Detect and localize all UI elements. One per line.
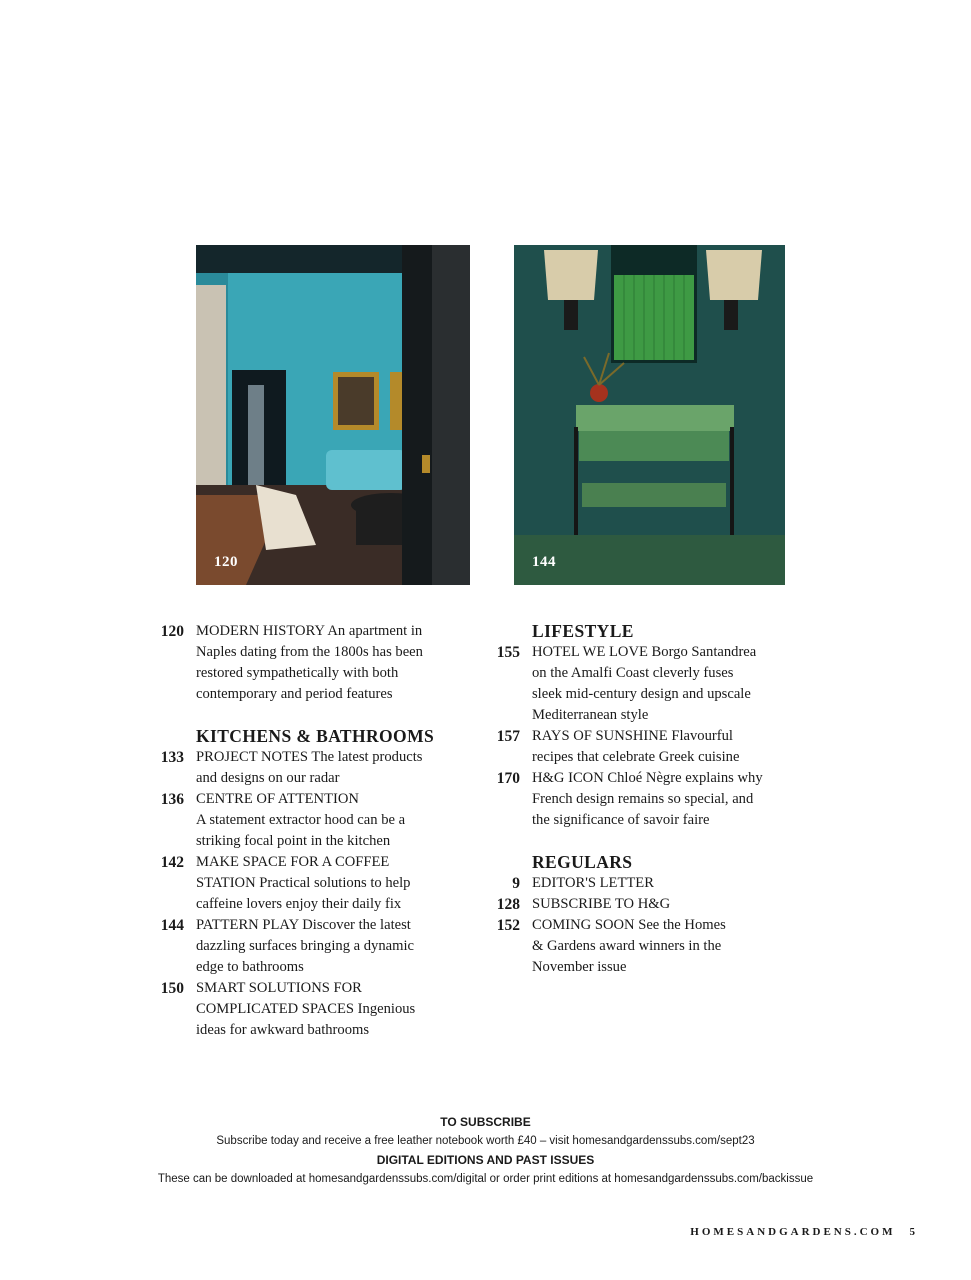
contents-entry[interactable] [486, 873, 796, 894]
entry-line: contemporary and period features [196, 686, 393, 702]
entry-line: MAKE SPACE FOR A COFFEE [196, 854, 390, 870]
entry-line: recipes that celebrate Greek cuisine [532, 749, 740, 765]
page-number: 155 [496, 644, 520, 661]
contents-entry[interactable] [486, 915, 796, 978]
entry-line: on the Amalfi Coast cleverly fuses [532, 665, 734, 681]
photo-page-number: 144 [532, 554, 556, 570]
entry-line: striking focal point in the kitchen [196, 833, 391, 849]
page-number: 136 [160, 791, 184, 808]
section-heading: KITCHENS & BATHROOMS [196, 726, 435, 746]
digital-text[interactable]: These can be downloaded at homesandgardenssubs.com/digital or order print editions at homesandgardenssubs.com/backissue [157, 1173, 814, 1185]
section-heading: REGULARS [532, 852, 633, 872]
entry-line: Naples dating from the 1800s has been [196, 644, 423, 660]
entry-line: sleek mid-century design and upscale [532, 686, 751, 702]
page-number: 142 [160, 854, 184, 871]
contents-left-column [150, 621, 450, 1041]
subscribe-text[interactable]: Subscribe today and receive a free leather notebook worth £40 – visit homesandgardenssubs.com/sept23 [216, 1135, 755, 1147]
entry-line: PROJECT NOTES The latest products [196, 749, 423, 765]
entry-line: H&G ICON Chloé Nègre explains why [532, 770, 763, 786]
entry-line: dazzling surfaces bringing a dynamic [196, 938, 415, 954]
contents-entry[interactable] [150, 747, 450, 789]
contents-entry[interactable] [486, 768, 796, 831]
entry-line: COMPLICATED SPACES Ingenious [196, 1001, 416, 1017]
subscription-footer [0, 1113, 971, 1189]
photo-bathroom [514, 245, 785, 585]
entry-line: PATTERN PLAY Discover the latest [196, 917, 411, 933]
page-number: 152 [496, 917, 520, 934]
entry-line: CENTRE OF ATTENTION [196, 791, 359, 807]
page-folio [690, 1226, 915, 1238]
digital-heading: DIGITAL EDITIONS AND PAST ISSUES [376, 1153, 595, 1167]
entry-line: Mediterranean style [532, 707, 649, 723]
photo-apartment [196, 245, 470, 585]
photo-page-number: 120 [214, 554, 238, 570]
entry-line: RAYS OF SUNSHINE Flavourful [532, 728, 733, 744]
entry-line: STATION Practical solutions to help [196, 875, 411, 891]
page-number: 9 [512, 875, 520, 892]
page-number: 120 [160, 623, 184, 640]
entry-line: caffeine lovers enjoy their daily fix [196, 896, 402, 912]
entry-line: COMING SOON See the Homes [532, 917, 726, 933]
entry-line: SUBSCRIBE TO H&G [532, 896, 671, 912]
entry-line: & Gardens award winners in the [532, 938, 722, 954]
contents-right-column [486, 621, 796, 978]
page-number: 170 [496, 770, 520, 787]
entry-line: MODERN HISTORY An apartment in [196, 623, 423, 639]
contents-entry[interactable] [150, 978, 450, 1041]
contents-entry[interactable] [486, 642, 796, 726]
entry-line: edge to bathrooms [196, 959, 304, 975]
page-number: 157 [496, 728, 520, 745]
site-name[interactable]: HOMESANDGARDENS.COM [690, 1226, 896, 1238]
entry-line: ideas for awkward bathrooms [196, 1022, 370, 1038]
page-number: 150 [160, 980, 184, 997]
entry-line: November issue [532, 959, 627, 975]
entry-line: restored sympathetically with both [196, 665, 399, 681]
entry-line: French design remains so special, and [532, 791, 754, 807]
contents-entry[interactable] [486, 726, 796, 768]
folio-page-number: 5 [909, 1226, 915, 1238]
entry-line: SMART SOLUTIONS FOR [196, 980, 362, 996]
page-number: 128 [496, 896, 520, 913]
subscribe-heading: TO SUBSCRIBE [440, 1115, 531, 1129]
page-number: 133 [160, 749, 184, 766]
entry-line: A statement extractor hood can be a [196, 812, 406, 828]
section-heading: LIFESTYLE [532, 621, 634, 641]
contents-entry[interactable] [150, 621, 450, 705]
contents-entry[interactable] [150, 915, 450, 978]
entry-line: the significance of savoir faire [532, 812, 710, 828]
contents-entry[interactable] [150, 852, 450, 915]
contents-entry[interactable] [486, 894, 796, 915]
entry-line: and designs on our radar [196, 770, 340, 786]
entry-line: EDITOR'S LETTER [532, 875, 654, 891]
contents-entry[interactable] [150, 789, 450, 852]
entry-line: HOTEL WE LOVE Borgo Santandrea [532, 644, 757, 660]
page-number: 144 [160, 917, 184, 934]
